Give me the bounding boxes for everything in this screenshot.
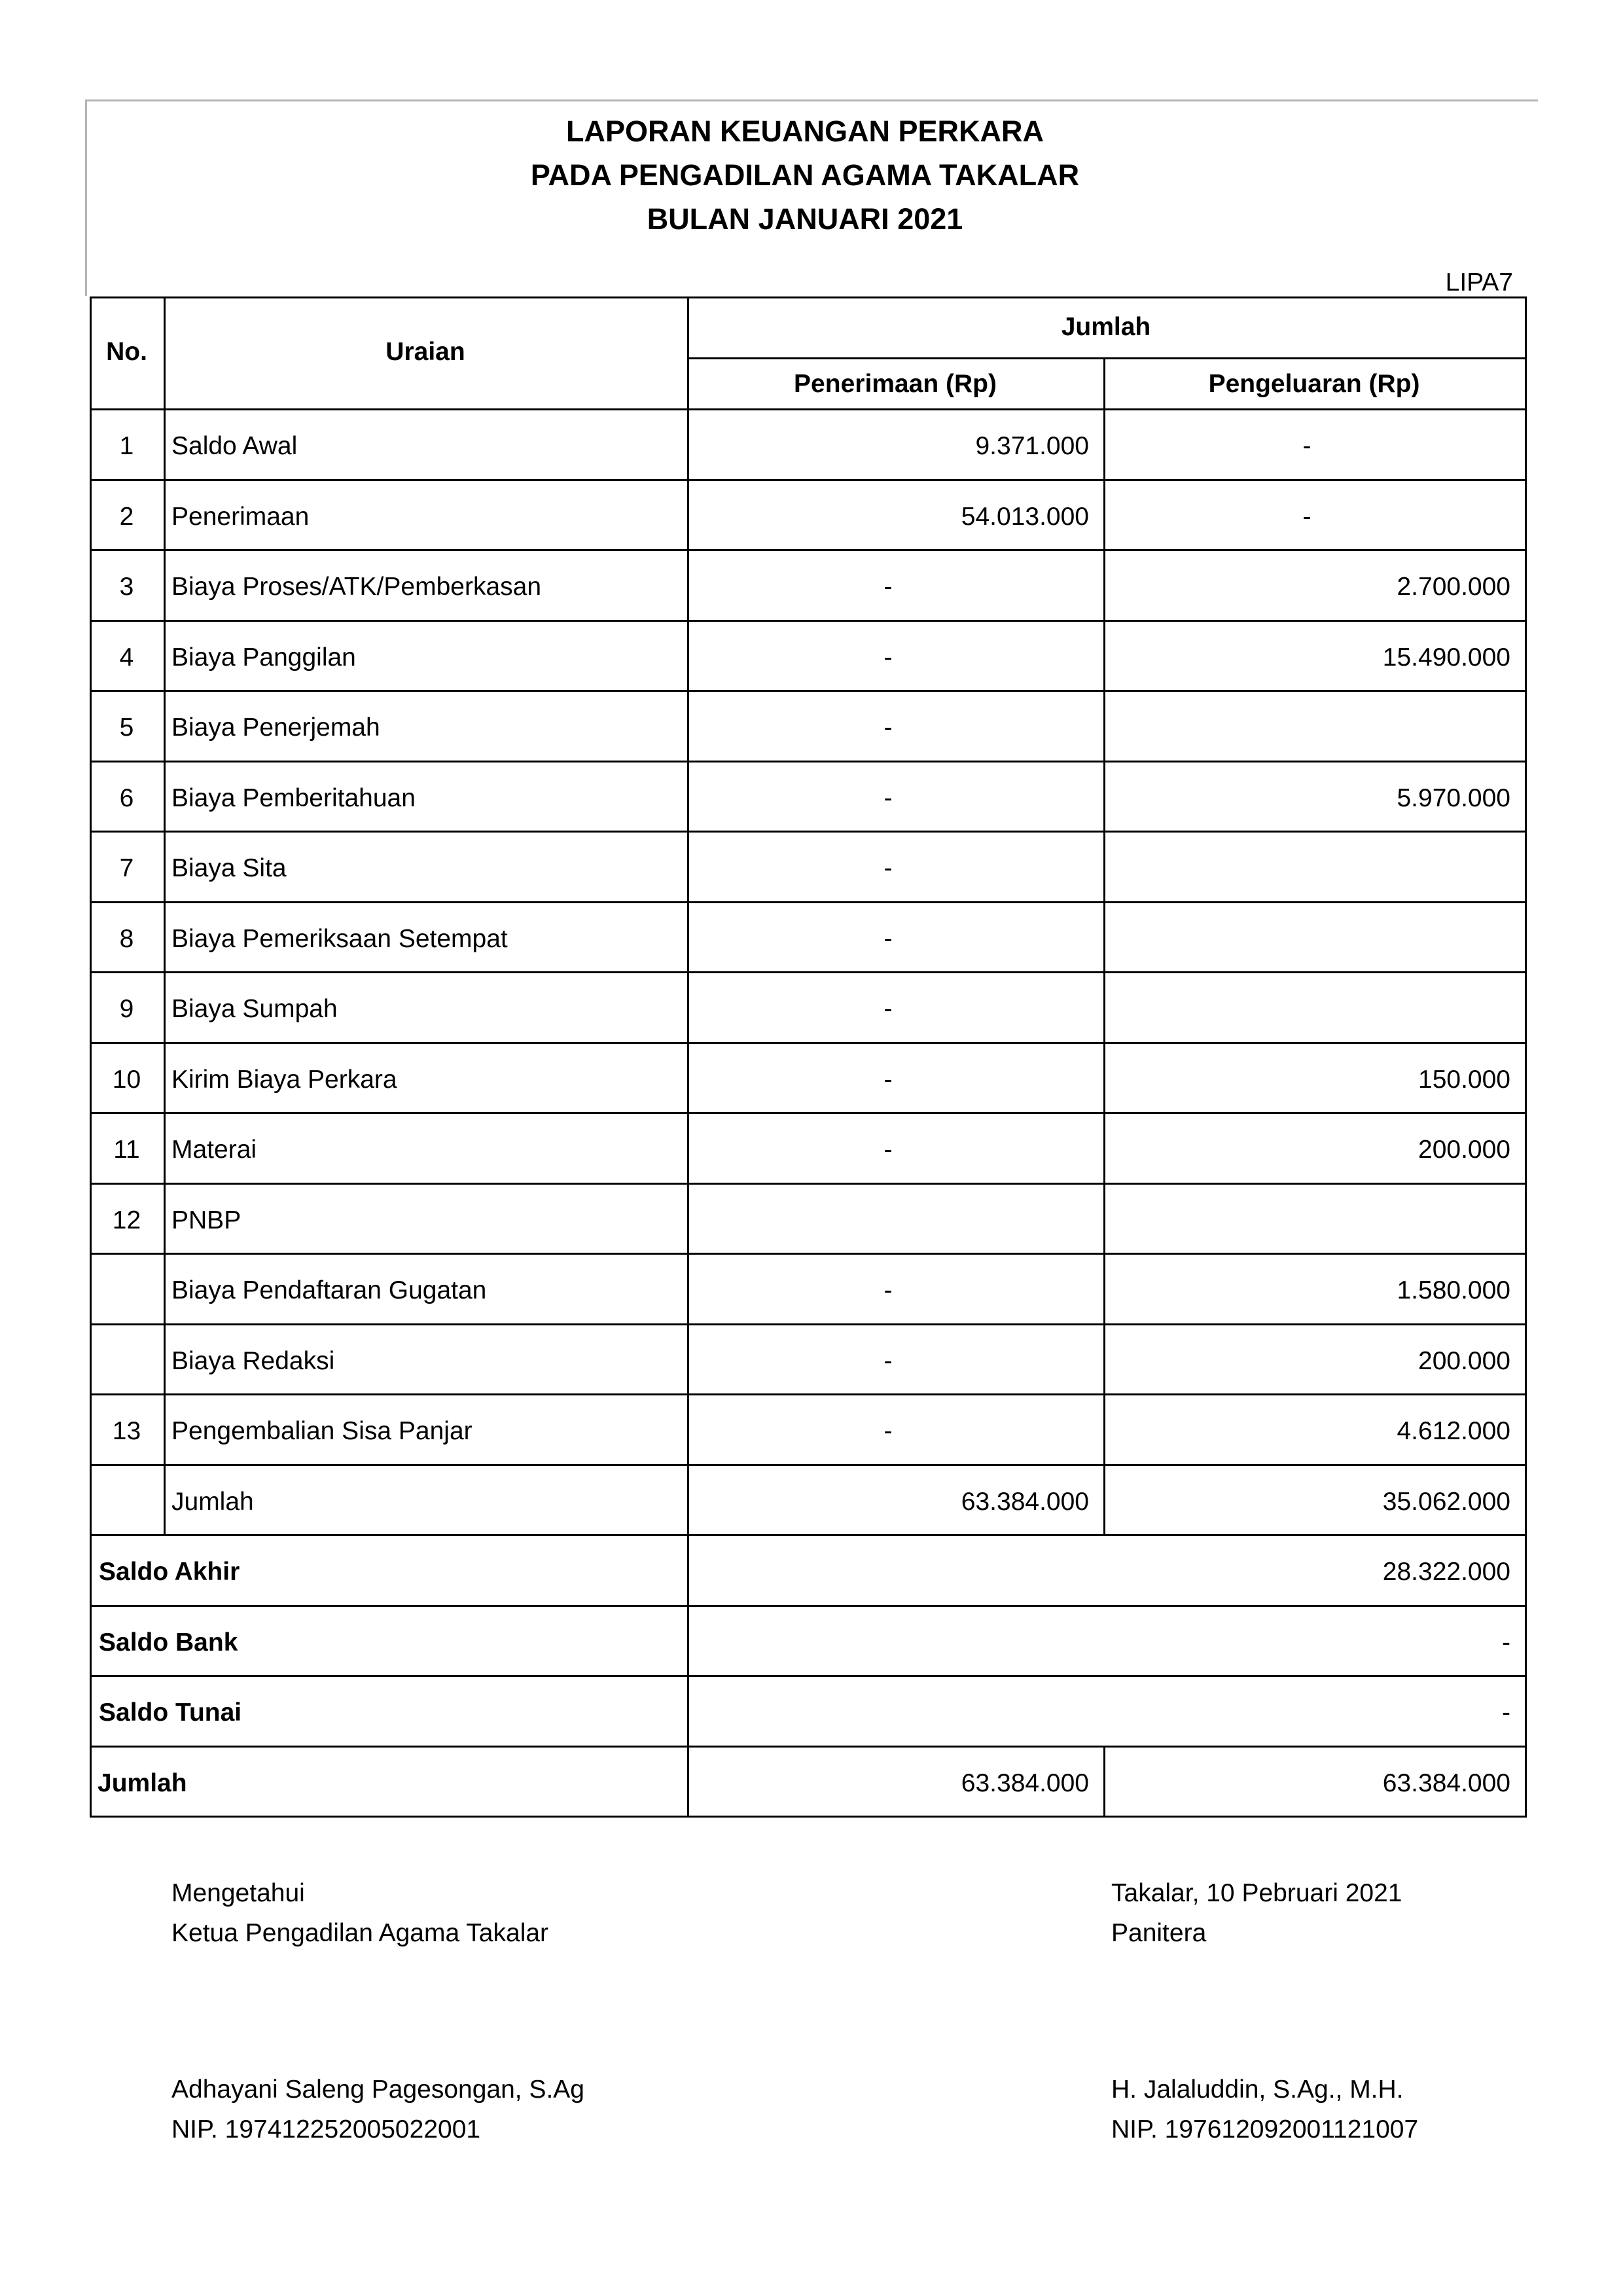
row-uraian: Saldo Awal [171,432,298,460]
row-uraian: Pengembalian Sisa Panjar [171,1417,473,1445]
summary-value: - [1502,1628,1510,1657]
table-top-border [90,296,1527,298]
sign-left-line1: Mengetahui [171,1879,305,1907]
row-penerimaan: - [883,713,893,742]
table-right-border [1525,296,1527,1818]
summary-label: Saldo Tunai [99,1698,242,1727]
row-border [90,831,1527,833]
row-pengeluaran: 150.000 [1418,1065,1510,1094]
summary-border [90,1605,1527,1607]
row-penerimaan: 54.013.000 [961,502,1089,531]
row-uraian: Jumlah [171,1487,254,1516]
row-uraian: Biaya Pemberitahuan [171,783,416,812]
row-border [90,1042,1527,1044]
row-border [90,901,1527,903]
sign-right-nip: NIP. 197612092001121007 [1111,2115,1419,2144]
summary-value: 28.322.000 [1382,1558,1510,1586]
row-border [90,761,1527,762]
row-penerimaan: - [883,924,893,953]
row-border [90,1534,1527,1536]
row-uraian: Biaya Sumpah [171,995,338,1023]
row-pengeluaran: 5.970.000 [1397,783,1510,812]
row-border [90,1464,1527,1466]
col-header-penerimaan: Penerimaan (Rp) [794,370,997,398]
row-border [90,1323,1527,1325]
row-pengeluaran: 200.000 [1418,1136,1510,1164]
sign-right-line2: Panitera [1111,1919,1207,1947]
row-uraian: Biaya Pendaftaran Gugatan [171,1276,487,1304]
row-uraian: Biaya Panggilan [171,643,356,672]
header-mid-border [687,357,1527,359]
summary-label: Saldo Akhir [99,1558,240,1586]
summary-label: Saldo Bank [99,1628,238,1657]
row-border [90,549,1527,551]
row-pengeluaran: 35.062.000 [1382,1487,1510,1516]
row-pengeluaran: 15.490.000 [1382,643,1510,672]
report-title: LAPORAN KEUANGAN PERKARA [565,115,1044,148]
row-no: 11 [113,1136,140,1164]
row-border [90,479,1527,481]
total-label: Jumlah [98,1768,187,1797]
summary-border [90,1675,1527,1677]
row-uraian: Penerimaan [171,502,310,531]
sign-left-nip: NIP. 197412252005022001 [171,2115,481,2144]
row-no: 13 [112,1417,141,1445]
row-no: 4 [119,643,134,672]
row-no: 7 [119,854,134,882]
row-uraian: PNBP [171,1206,241,1234]
row-penerimaan: 63.384.000 [961,1487,1089,1516]
report-subtitle: PADA PENGADILAN AGAMA TAKALAR [530,158,1080,192]
total-pengeluaran: 63.384.000 [1382,1768,1510,1797]
summary-value: - [1502,1698,1510,1727]
sign-left-name: Adhayani Saleng Pagesongan, S.Ag [171,2075,584,2104]
row-no: 9 [119,995,134,1023]
row-penerimaan: - [883,854,893,882]
row-border [90,620,1527,622]
row-pengeluaran: - [1302,432,1311,460]
sheet-top-border [85,99,1538,101]
row-no: 1 [119,432,134,460]
row-pengeluaran: 4.612.000 [1397,1417,1510,1445]
row-no: 3 [119,573,134,601]
row-penerimaan: - [883,573,893,601]
row-no: 5 [119,713,134,742]
row-penerimaan: - [883,995,893,1023]
col-header-no: No. [106,338,147,366]
row-border [90,1253,1527,1255]
row-no: 10 [112,1065,141,1094]
col-divider-no [164,296,166,1534]
row-uraian: Biaya Proses/ATK/Pemberkasan [171,573,542,601]
row-penerimaan: - [883,1136,893,1164]
row-uraian: Materai [171,1136,257,1164]
row-penerimaan: - [883,1346,893,1375]
row-border [90,690,1527,692]
row-penerimaan: - [883,1417,893,1445]
row-no: 2 [119,502,134,531]
row-border [90,1393,1527,1395]
sign-right-name: H. Jalaluddin, S.Ag., M.H. [1111,2075,1404,2104]
row-penerimaan: - [883,1065,893,1094]
col-header-pengeluaran: Pengeluaran (Rp) [1208,370,1420,398]
report-period: BULAN JANUARI 2021 [647,202,963,236]
row-no: 6 [119,783,134,812]
row-pengeluaran: 200.000 [1418,1346,1510,1375]
row-border [90,1183,1527,1185]
row-penerimaan: - [883,783,893,812]
row-pengeluaran: 2.700.000 [1397,573,1510,601]
sheet-left-border [85,99,87,296]
row-uraian: Kirim Biaya Perkara [171,1065,397,1094]
table-bottom-border [90,1816,1527,1818]
row-pengeluaran: - [1302,502,1311,531]
row-border [90,1112,1527,1114]
row-uraian: Biaya Pemeriksaan Setempat [171,924,508,953]
row-border [90,971,1527,973]
row-no: 8 [119,924,134,953]
row-uraian: Biaya Sita [171,854,287,882]
header-bottom-border [90,408,1527,410]
total-penerimaan: 63.384.000 [961,1768,1089,1797]
col-header-uraian: Uraian [385,338,465,366]
sign-left-line2: Ketua Pengadilan Agama Takalar [171,1919,549,1947]
row-penerimaan: 9.371.000 [975,432,1089,460]
form-code: LIPA7 [1445,268,1513,296]
col-header-jumlah: Jumlah [1061,313,1151,341]
row-uraian: Biaya Redaksi [171,1346,335,1375]
row-no: 12 [112,1206,141,1234]
row-pengeluaran: 1.580.000 [1397,1276,1510,1304]
row-uraian: Biaya Penerjemah [171,713,380,742]
sign-right-line1: Takalar, 10 Pebruari 2021 [1111,1879,1402,1907]
row-penerimaan: - [883,1276,893,1304]
row-penerimaan: - [883,643,893,672]
summary-border [90,1746,1527,1748]
